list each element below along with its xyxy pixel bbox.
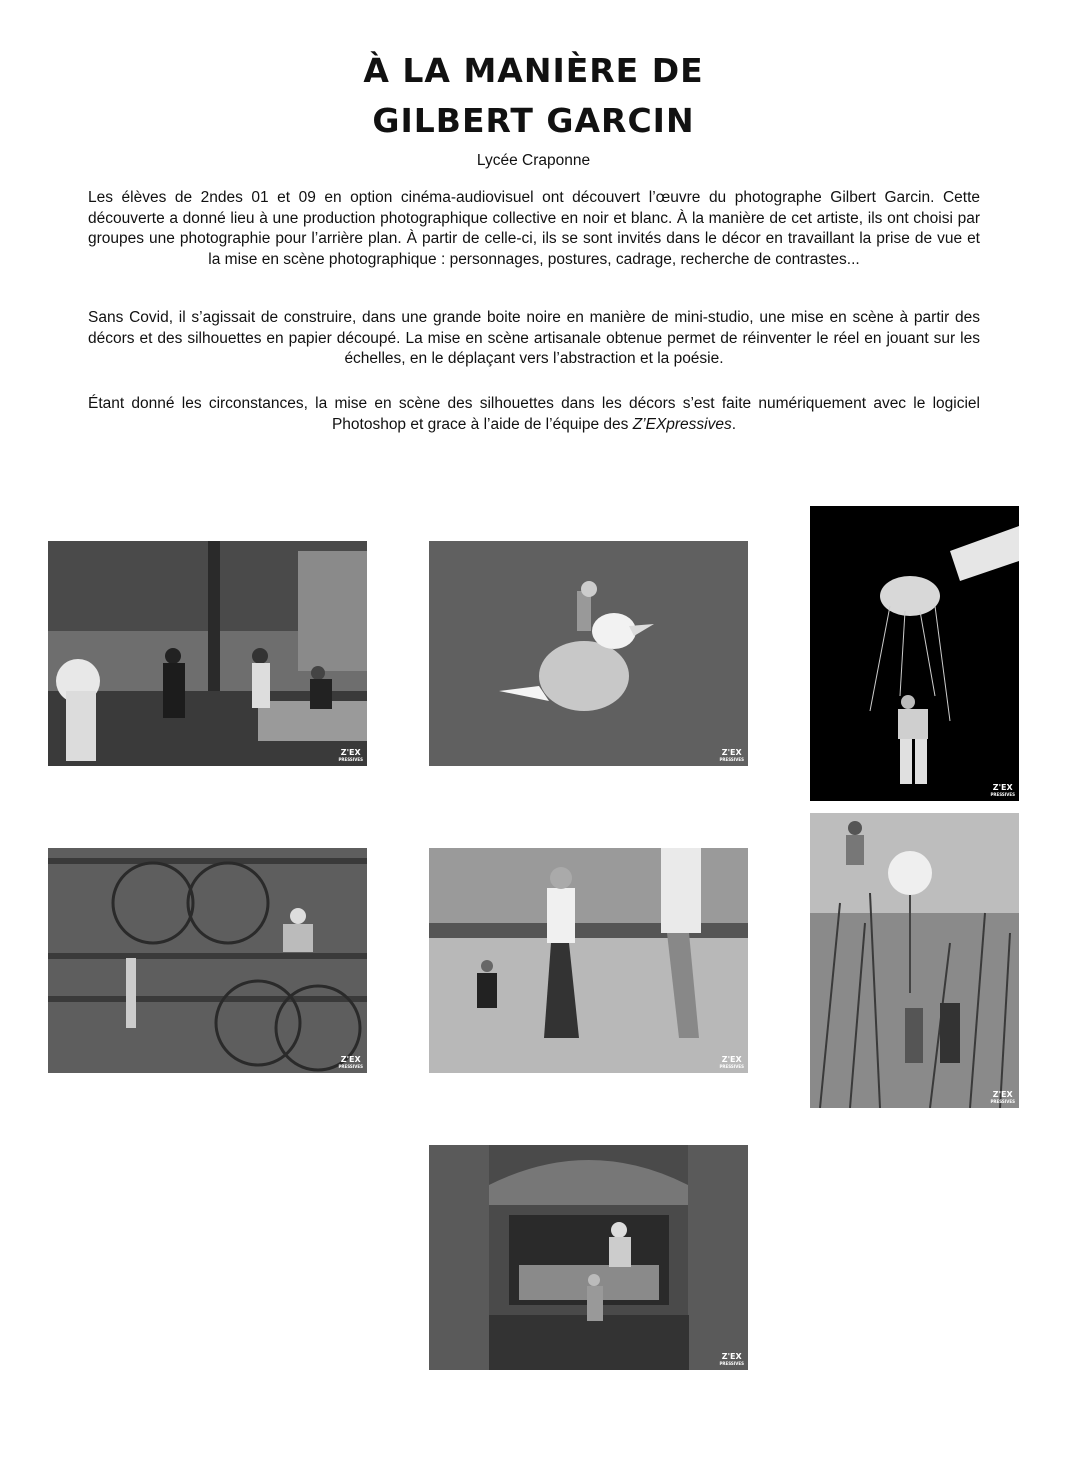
paragraph-3-end: . <box>731 415 737 433</box>
watermark-logo <box>719 749 744 763</box>
photo-factory-stage <box>48 541 367 766</box>
watermark-main: Z'EX <box>721 1352 742 1361</box>
watermark-main: Z'EX <box>721 1055 742 1064</box>
watermark-logo <box>990 1091 1015 1105</box>
watermark-logo <box>719 1353 744 1367</box>
paragraph-3-text: Étant donné les circonstances, la mise en scène des silhouettes dans les décors s’est faite numériquement avec le logiciel Photoshop et grace à l’aide de l’équipe des <box>88 395 980 433</box>
watermark-sub: PRESSIVES <box>719 1064 744 1069</box>
watermark-sub: PRESSIVES <box>990 1099 1015 1104</box>
photo-puppet <box>810 506 1019 801</box>
title-line-1: À LA MANIÈRE DE <box>363 51 704 90</box>
watermark-logo <box>338 749 363 763</box>
page-title <box>0 46 1067 146</box>
watermark-sub: PRESSIVES <box>990 792 1015 797</box>
watermark-main: Z'EX <box>992 1090 1013 1099</box>
photo-beach <box>429 848 748 1073</box>
intro-paragraph-2: Sans Covid, il s’agissait de construire, dans une grande boite noire en manière de mini-studio, une mise en scène à partir des décors et des silhouettes en papier découpé. La mise en scène artisanale obtenue permet de réinventer le réel en jouant sur les échelles, en le déplaçant vers l’abstraction et la poésie. <box>88 309 980 367</box>
watermark-sub: PRESSIVES <box>719 1361 744 1366</box>
watermark-sub: PRESSIVES <box>338 757 363 762</box>
watermark-main: Z'EX <box>992 783 1013 792</box>
watermark-sub: PRESSIVES <box>338 1064 363 1069</box>
intro-paragraph-1: Les élèves de 2ndes 01 et 09 en option cinéma-audiovisuel ont découvert l’œuvre du photographe Gilbert Garcin. Cette découverte a donné lieu à une production photographique collective en noir et blanc. À la manière de cet artiste, ils ont choisi par groupes une photographie pour l’arrière plan. À partir de celle-ci, ils se sont invités dans le décor en travaillant la prise de vue et la mise en scène photographique : personnages, postures, cadrage, recherche de contrastes... <box>88 189 980 268</box>
photo-seagull <box>429 541 748 766</box>
photo-wheels <box>48 848 367 1073</box>
intro-paragraph-3 <box>88 394 980 435</box>
watermark-sub: PRESSIVES <box>719 757 744 762</box>
team-name: Z’EXpressives <box>632 415 732 433</box>
watermark-logo <box>338 1056 363 1070</box>
title-line-2: GILBERT GARCIN <box>372 101 695 140</box>
school-name: Lycée Craponne <box>476 152 591 169</box>
photo-theater <box>429 1145 748 1370</box>
watermark-main: Z'EX <box>340 748 361 757</box>
watermark-logo <box>719 1056 744 1070</box>
watermark-logo <box>990 784 1015 798</box>
watermark-main: Z'EX <box>721 748 742 757</box>
photo-grass <box>810 813 1019 1108</box>
watermark-main: Z'EX <box>340 1055 361 1064</box>
